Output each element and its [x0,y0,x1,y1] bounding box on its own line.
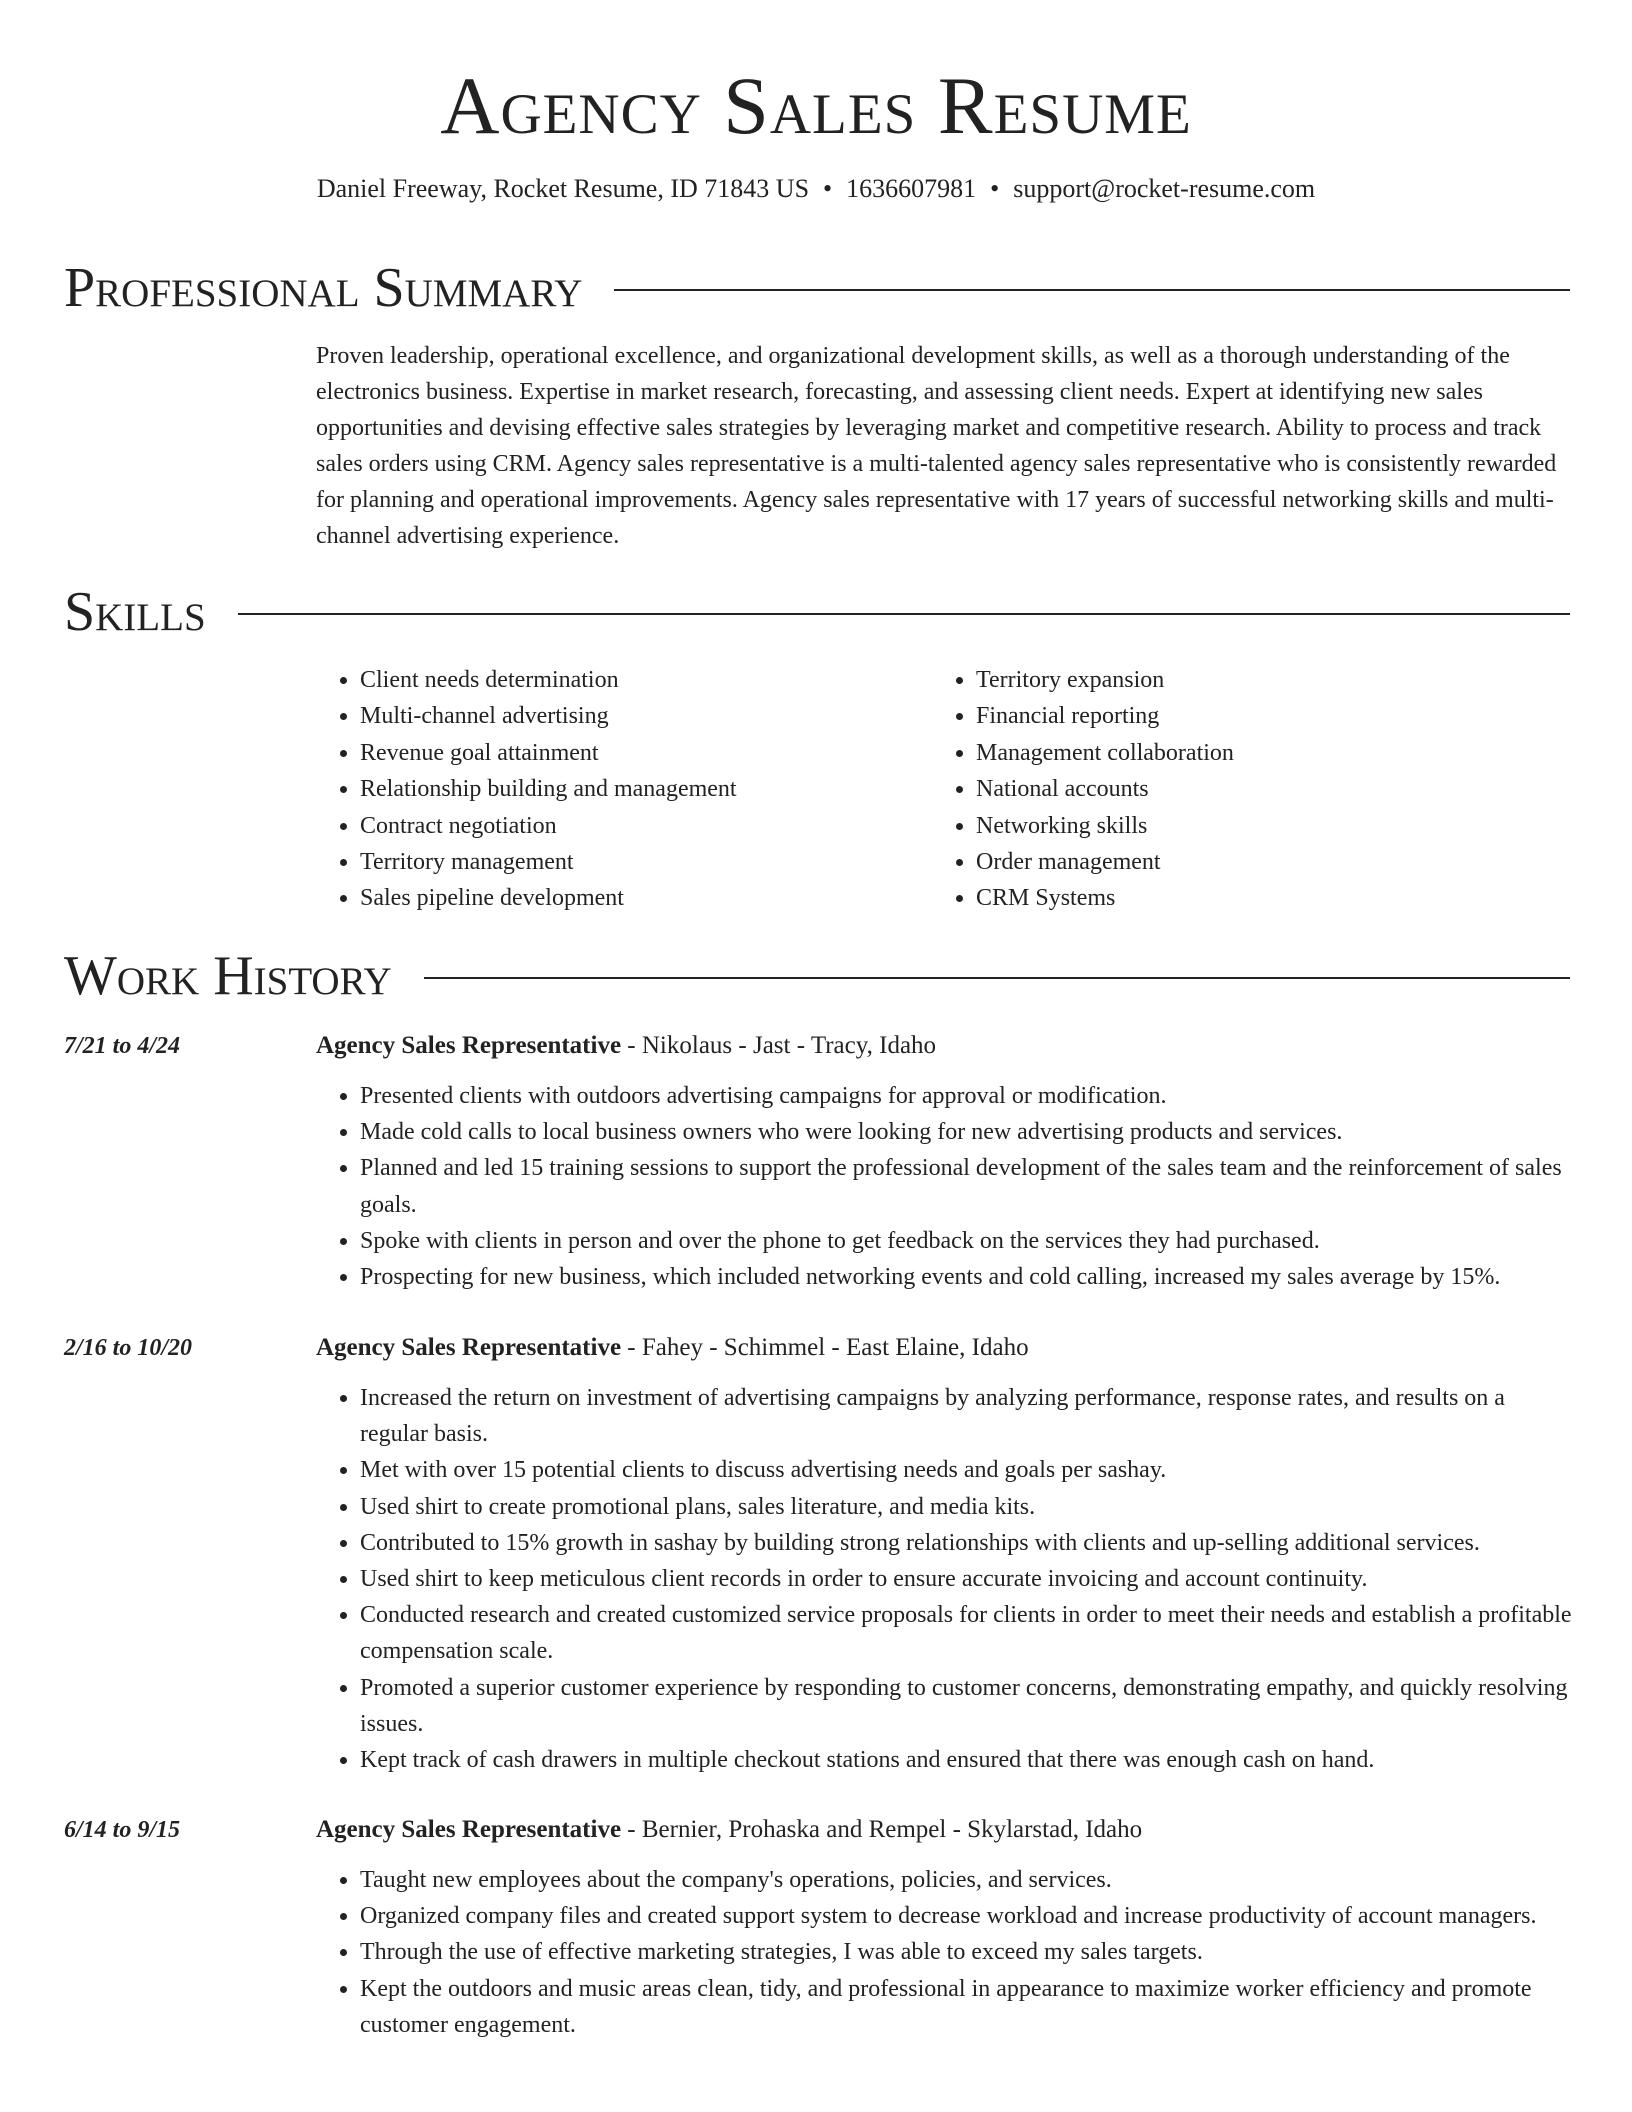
job-bullet: • Spoke with clients in person and over the phone to get feedback on the services they had purchased. [360,1223,1572,1259]
job-bullet: • Prospecting for new business, which included networking events and cold calling, increased my sales average by 15%. [360,1259,1572,1295]
skill-item: • Management collaboration [976,735,1536,771]
job-bullet: • Used shirt to keep meticulous client records in order to ensure accurate invoicing and account continuity. [360,1561,1572,1597]
skills-list-right [932,662,1536,917]
job-bullet: • Planned and led 15 training sessions to support the professional development of the sales team and the reinforcement of sales goals. [360,1150,1572,1222]
job-bullets [316,1862,1572,2043]
work-heading: Work History [64,945,392,1007]
contact-separator: • [823,174,833,203]
job-bullet: • Promoted a superior customer experience by responding to customer concerns, demonstrating empathy, and quickly resolving issues. [360,1670,1572,1742]
job-bullet: • Used shirt to create promotional plans, sales literature, and media kits. [360,1489,1572,1525]
skill-item: • Relationship building and management [360,771,920,807]
job-dates: 7/21 to 4/24 [64,1033,181,1059]
job-heading [316,1028,936,1064]
job-bullet: • Kept track of cash drawers in multiple checkout stations and ensured that there was enough cash on hand. [360,1742,1572,1778]
skill-item: • CRM Systems [976,880,1536,916]
job-heading [316,1812,1142,1848]
job-bullet: • Kept the outdoors and music areas clean, tidy, and professional in appearance to maximize worker efficiency and promote customer engagement. [360,1971,1572,2043]
job-dates: 2/16 to 10/20 [64,1335,193,1361]
skill-item: • Client needs determination [360,662,920,698]
job-company: - Nikolaus - Jast - Tracy, Idaho [621,1032,937,1059]
skill-item: • Contract negotiation [360,808,920,844]
skill-item: • Financial reporting [976,698,1536,734]
job-bullet: • Through the use of effective marketing strategies, I was able to exceed my sales targets. [360,1934,1572,1970]
job-company: - Bernier, Prohaska and Rempel - Skylarstad, Idaho [621,1816,1143,1843]
job-bullet: • Contributed to 15% growth in sashay by building strong relationships with clients and up-selling additional services. [360,1525,1572,1561]
contact-email: support@rocket-resume.com [1013,174,1316,203]
job-bullet: • Conducted research and created customized service proposals for clients in order to meet their needs and establish a profitable compensation scale. [360,1597,1572,1669]
skill-item: • Revenue goal attainment [360,735,920,771]
job-bullet: • Taught new employees about the company's operations, policies, and services. [360,1862,1572,1898]
skill-item: • Sales pipeline development [360,880,920,916]
job-bullets [316,1078,1572,1295]
skill-item: • Territory expansion [976,662,1536,698]
skills-heading: Skills [64,581,206,643]
skills-section-header [64,580,1570,644]
section-divider [424,977,1570,979]
section-divider [614,289,1570,291]
job-company: - Fahey - Schimmel - East Elaine, Idaho [621,1334,1029,1361]
resume-title: Agency Sales Resume [440,60,1192,151]
summary-text: Proven leadership, operational excellence, and organizational development skills, as well as a thorough understanding of the electronics business. Expertise in market research, forecasting, and assessing client needs. Expert at identifying new sales opportunities and devising effective sales strategies by leveraging market and competitive research. Ability to process and track sales orders using CRM. Agency sales representative is a multi-talented agency sales representative who is consistently rewarded for planning and operational improvements. Agency sales representative with 17 years of successful networking skills and multi-channel advertising experience. [316,343,1557,549]
skills-list-left [316,662,920,917]
job-bullet: • Presented clients with outdoors advertising campaigns for approval or modification. [360,1078,1572,1114]
job-role: Agency Sales Representative [316,1816,622,1843]
contact-separator: • [990,174,1000,203]
skill-item: • Order management [976,844,1536,880]
skill-item: • Territory management [360,844,920,880]
summary-heading: Professional Summary [64,257,583,319]
summary-section-header [64,256,1570,320]
job-role: Agency Sales Representative [316,1334,622,1361]
job-bullet: • Organized company files and created support system to decrease workload and increase productivity of account managers. [360,1898,1572,1934]
job-heading [316,1330,1029,1366]
work-section-header [64,944,1570,1008]
skill-item: • National accounts [976,771,1536,807]
job-dates: 6/14 to 9/15 [64,1817,181,1843]
job-bullet: • Increased the return on investment of advertising campaigns by analyzing performance, response rates, and results on a regular basis. [360,1380,1572,1452]
section-divider [238,613,1570,615]
job-bullet: • Met with over 15 potential clients to discuss advertising needs and goals per sashay. [360,1452,1572,1488]
skill-item: • Networking skills [976,808,1536,844]
contact-line [0,172,1632,206]
job-bullets [316,1380,1572,1778]
job-bullet: • Made cold calls to local business owners who were looking for new advertising products and services. [360,1114,1572,1150]
job-role: Agency Sales Representative [316,1032,622,1059]
contact-phone: 1636607981 [846,174,977,203]
contact-address: Daniel Freeway, Rocket Resume, ID 71843 US [316,174,810,203]
skill-item: • Multi-channel advertising [360,698,920,734]
